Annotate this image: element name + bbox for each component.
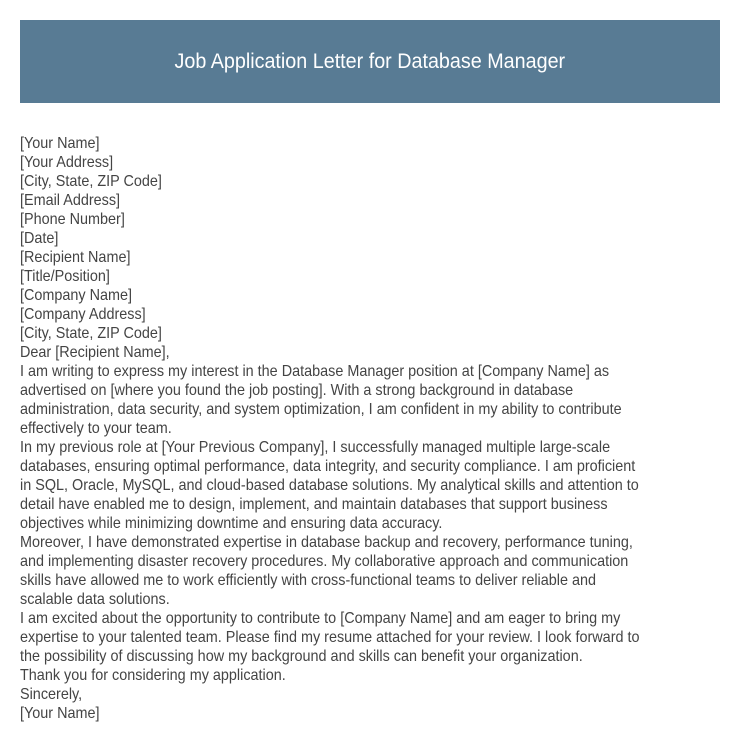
paragraph-line: advertised on [where you found the job posting]. With a strong background in database — [20, 382, 574, 399]
sender-name: [Your Name] — [20, 135, 100, 152]
paragraph-line: I am excited about the opportunity to contribute to [Company Name] and am eager to bring my — [20, 610, 621, 627]
paragraph-line: In my previous role at [Your Previous Company], I successfully managed multiple large-scale — [20, 439, 611, 456]
closing: Sincerely, — [20, 686, 83, 703]
sender-email: [Email Address] — [20, 192, 121, 209]
recipient-title: [Title/Position] — [20, 268, 110, 285]
sender-address: [Your Address] — [20, 154, 114, 171]
paragraph-line: the possibility of discussing how my background and skills can benefit your organization. — [20, 648, 583, 665]
paragraph-line: I am writing to express my interest in the Database Manager position at [Company Name] as — [20, 363, 610, 380]
sender-block — [20, 134, 740, 229]
paragraph-line: Thank you for considering my application. — [20, 667, 286, 684]
paragraph-line: effectively to your team. — [20, 420, 172, 437]
paragraph-thanks — [20, 666, 740, 685]
page-header — [20, 20, 720, 103]
paragraph-line: databases, ensuring optimal performance, data integrity, and security compliance. I am proficient — [20, 458, 636, 475]
letter-body — [20, 134, 740, 723]
recipient-block — [20, 248, 740, 343]
paragraph-line: Moreover, I have demonstrated expertise in database backup and recovery, performance tuning, — [20, 534, 633, 551]
paragraph-closing-interest — [20, 609, 740, 666]
page-title: Job Application Letter for Database Manager — [174, 49, 566, 73]
signature: [Your Name] — [20, 705, 100, 722]
paragraph-line: scalable data solutions. — [20, 591, 170, 608]
recipient-name: [Recipient Name] — [20, 249, 131, 266]
paragraph-expertise — [20, 533, 740, 609]
recipient-company: [Company Name] — [20, 287, 133, 304]
paragraph-experience — [20, 438, 740, 533]
paragraph-line: in SQL, Oracle, MySQL, and cloud-based database solutions. My analytical skills and attention to — [20, 477, 639, 494]
sender-phone: [Phone Number] — [20, 211, 125, 228]
paragraph-intro — [20, 362, 740, 438]
letter-date: [Date] — [20, 230, 59, 247]
paragraph-line: skills have allowed me to work efficiently with cross-functional teams to deliver reliable and — [20, 572, 596, 589]
recipient-city: [City, State, ZIP Code] — [20, 325, 162, 342]
paragraph-line: objectives while minimizing downtime and ensuring data accuracy. — [20, 515, 443, 532]
paragraph-line: and implementing disaster recovery procedures. My collaborative approach and communication — [20, 553, 629, 570]
paragraph-line: administration, data security, and system optimization, I am confident in my ability to contribute — [20, 401, 622, 418]
recipient-company-address: [Company Address] — [20, 306, 146, 323]
paragraph-line: expertise to your talented team. Please find my resume attached for your review. I look forward to — [20, 629, 640, 646]
sender-city: [City, State, ZIP Code] — [20, 173, 162, 190]
salutation: Dear [Recipient Name], — [20, 344, 170, 361]
paragraph-line: detail have enabled me to design, implement, and maintain databases that support business — [20, 496, 608, 513]
